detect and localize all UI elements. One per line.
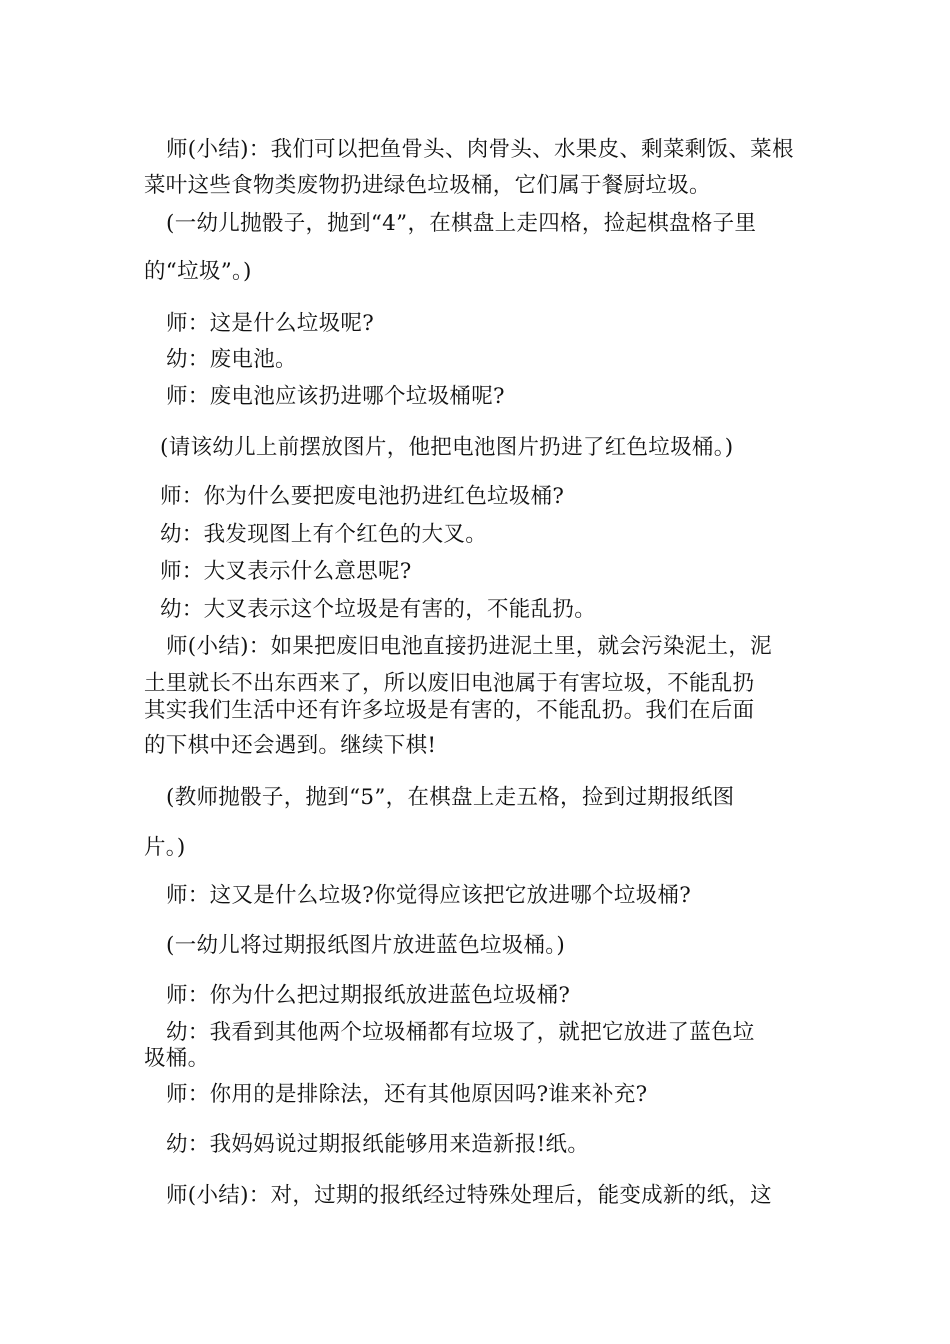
text-line: 师(小结)：我们可以把鱼骨头、肉骨头、水果皮、剩菜剩饭、菜根 [166,137,794,162]
text-line: 师：你为什么把过期报纸放进蓝色垃圾桶? [166,983,571,1008]
text-line: 师：这又是什么垃圾?你觉得应该把它放进哪个垃圾桶? [166,883,692,908]
text-line: 师(小结)：如果把废旧电池直接扔进泥土里，就会污染泥土，泥 [166,634,772,659]
text-line: 师：你用的是排除法，还有其他原因吗?谁来补充? [166,1082,648,1107]
text-line: 圾桶。 [144,1046,210,1071]
text-line: 幼：我看到其他两个垃圾桶都有垃圾了，就把它放进了蓝色垃 [166,1020,755,1045]
text-line: 幼：我妈妈说过期报纸能够用来造新报!纸。 [166,1132,590,1157]
text-line: 幼：大叉表示这个垃圾是有害的，不能乱扔。 [160,597,597,622]
text-line: 土里就长不出东西来了，所以废旧电池属于有害垃圾，不能乱扔 [144,671,755,696]
text-line: (教师抛骰子，抛到“5”，在棋盘上走五格，捡到过期报纸图 [166,785,735,810]
text-line: 菜叶这些食物类废物扔进绿色垃圾桶，它们属于餐厨垃圾。 [144,173,711,198]
text-line: 幼：我发现图上有个红色的大叉。 [160,522,488,547]
text-line: 师：大叉表示什么意思呢? [160,559,412,584]
text-line: (一幼儿抛骰子，抛到“4”，在棋盘上走四格，捡起棋盘格子里 [166,211,757,236]
text-line: 片。) [144,835,186,860]
text-line: 的下棋中还会遇到。继续下棋! [144,733,437,758]
text-line: (请该幼儿上前摆放图片，他把电池图片扔进了红色垃圾桶。) [160,435,734,460]
text-line: 师(小结)：对，过期的报纸经过特殊处理后，能变成新的纸，这 [166,1183,772,1208]
text-line: 师：这是什么垃圾呢? [166,311,375,336]
text-line: 师：你为什么要把废电池扔进红色垃圾桶? [160,484,565,509]
text-line: 幼：废电池。 [166,347,297,372]
text-line: 师：废电池应该扔进哪个垃圾桶呢? [166,384,505,409]
text-line: 其实我们生活中还有许多垃圾是有害的，不能乱扔。我们在后面 [144,698,755,723]
text-line: (一幼儿将过期报纸图片放进蓝色垃圾桶。) [166,933,566,958]
text-line: 的“垃圾”。) [144,259,252,284]
